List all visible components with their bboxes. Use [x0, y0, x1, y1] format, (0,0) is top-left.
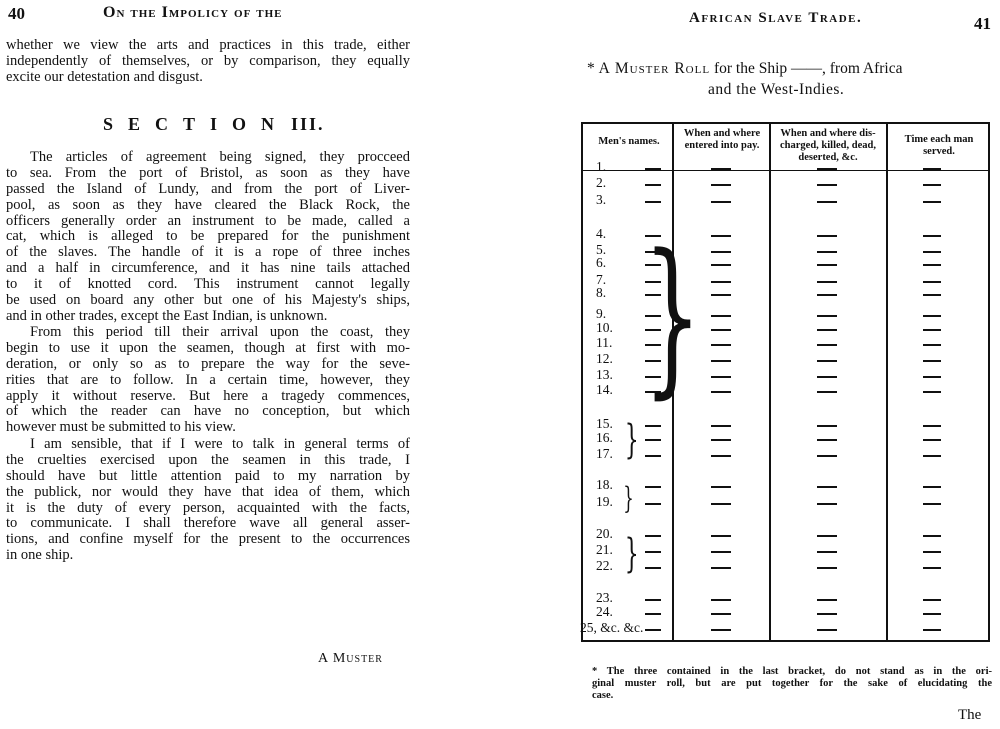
blank-entry-dash — [711, 503, 731, 505]
text-line: and a half in circumference, and it has nine tails attached — [6, 260, 410, 277]
text-line: to sea. From the port of Bristol, as soon as they have — [6, 164, 410, 181]
text-line: * The three contained in the last bracket, do not stand as in the ori- — [592, 666, 992, 677]
blank-entry-dash — [923, 613, 941, 615]
text-line: deration, or only so as to prepare the way for the seve- — [6, 355, 410, 372]
text-line: passed the Island of Lundy, and from the port of Liver- — [6, 180, 410, 197]
blank-entry-dash — [817, 294, 837, 296]
title-rest: for the Ship ——, from Africa — [710, 60, 903, 77]
row-label: 23. — [596, 590, 613, 605]
blank-entry-dash — [817, 535, 837, 537]
text-line: officers generally order an instrument to be made, called a — [6, 212, 410, 229]
text-line: however must be submitted to his view. — [6, 419, 236, 436]
row-label: 24. — [596, 604, 613, 619]
group-brace: } — [643, 218, 702, 414]
blank-entry-dash — [817, 315, 837, 317]
text-line: be used on board any other but one of his Majesty's ships, — [6, 292, 410, 309]
blank-entry-dash — [645, 567, 661, 569]
row-label: 15. — [596, 416, 613, 431]
row-label: 13. — [596, 367, 613, 382]
text-line: case. — [592, 690, 614, 701]
blank-entry-dash — [711, 599, 731, 601]
blank-entry-dash — [711, 613, 731, 615]
text-line: excite our detestation and disgust. — [6, 68, 203, 85]
row-label: 25, &c. &c. — [580, 620, 644, 635]
blank-entry-dash — [817, 391, 837, 393]
text-line: pool, as soon as they have cleared the Black Rock, the — [6, 196, 410, 213]
right-catchword: The — [958, 707, 982, 723]
blank-entry-dash — [711, 425, 731, 427]
text-line: of the slaves. The handle of it is a rope of three inches — [6, 244, 410, 261]
text-line: in one ship. — [6, 547, 74, 564]
blank-entry-dash — [817, 235, 837, 237]
blank-entry-dash — [711, 235, 731, 237]
blank-entry-dash — [711, 439, 731, 441]
paragraph-3 — [6, 437, 410, 564]
blank-entry-dash — [817, 344, 837, 346]
blank-entry-dash — [711, 168, 731, 170]
blank-entry-dash — [817, 455, 837, 457]
blank-entry-dash — [645, 551, 661, 553]
blank-entry-dash — [923, 376, 941, 378]
blank-entry-dash — [711, 486, 731, 488]
muster-roll-title — [587, 60, 902, 78]
blank-entry-dash — [817, 425, 837, 427]
blank-entry-dash — [645, 629, 661, 631]
text-line: tions, and confine myself for the present to the occurrences — [6, 531, 410, 548]
blank-entry-dash — [817, 329, 837, 331]
blank-entry-dash — [923, 567, 941, 569]
header-rule — [583, 170, 988, 171]
text-line: of which the reader can have no conception, but which — [6, 403, 410, 420]
text-line: the publick, nor would they have that idea of them, which — [6, 483, 410, 500]
blank-entry-dash — [645, 184, 661, 186]
blank-entry-dash — [923, 294, 941, 296]
blank-entry-dash — [645, 425, 661, 427]
blank-entry-dash — [923, 455, 941, 457]
blank-entry-dash — [923, 503, 941, 505]
group-brace: } — [623, 481, 634, 516]
text-line: From this period till their arrival upon the coast, they — [30, 324, 410, 340]
muster-roll-subtitle: and the West-Indies. — [708, 81, 845, 98]
footnote — [592, 666, 992, 702]
blank-entry-dash — [645, 439, 661, 441]
row-label: 14. — [596, 382, 613, 397]
blank-entry-dash — [817, 376, 837, 378]
title-smallcaps: A Muster Roll — [598, 60, 711, 77]
row-label: 4. — [596, 226, 607, 241]
text-line: and in other trades, except the East Indian, is unknown. — [6, 307, 328, 324]
text-line: apply it without reserve. But here a tragedy commences, — [6, 387, 410, 404]
text-line: to communicate. I shall therefore wave all general asser- — [6, 515, 410, 532]
blank-entry-dash — [645, 613, 661, 615]
blank-entry-dash — [711, 535, 731, 537]
paragraph-1 — [6, 150, 410, 325]
blank-entry-dash — [711, 629, 731, 631]
text-line: to it of knotted cord. This instrument cannot legally — [6, 276, 410, 293]
blank-entry-dash — [923, 391, 941, 393]
opening-paragraph — [6, 38, 410, 86]
header-discharged: When and where dis-charged, killed, dead, deserted, &c. — [780, 128, 876, 163]
blank-entry-dash — [711, 376, 731, 378]
blank-entry-dash — [817, 613, 837, 615]
row-label: 2. — [596, 175, 607, 190]
paragraph-2 — [6, 325, 410, 436]
blank-entry-dash — [923, 629, 941, 631]
header-entered: When and where entered into pay. — [683, 128, 761, 151]
text-line: should have but little attention paid to my narration by — [6, 467, 410, 484]
blank-entry-dash — [923, 184, 941, 186]
blank-entry-dash — [711, 391, 731, 393]
row-label: 19. — [596, 494, 613, 509]
blank-entry-dash — [817, 281, 837, 283]
blank-entry-dash — [817, 599, 837, 601]
text-line: I am sensible, that if I were to talk in general terms of — [30, 436, 410, 452]
blank-entry-dash — [711, 567, 731, 569]
right-running-head: African Slave Trade. — [689, 10, 863, 26]
blank-entry-dash — [711, 281, 731, 283]
blank-entry-dash — [645, 455, 661, 457]
blank-entry-dash — [711, 344, 731, 346]
section-number: III. — [291, 114, 325, 134]
header-names: Men's names. — [598, 136, 660, 147]
blank-entry-dash — [817, 360, 837, 362]
section-word: SECTION — [103, 114, 290, 134]
blank-entry-dash — [923, 344, 941, 346]
text-line: ginal muster roll, but are put together for the sake of elucidating the — [592, 678, 992, 689]
row-label: 12. — [596, 351, 613, 366]
blank-entry-dash — [923, 235, 941, 237]
row-label: 6. — [596, 255, 607, 270]
blank-entry-dash — [645, 599, 661, 601]
blank-entry-dash — [645, 201, 661, 203]
blank-entry-dash — [817, 503, 837, 505]
blank-entry-dash — [711, 329, 731, 331]
blank-entry-dash — [711, 315, 731, 317]
blank-entry-dash — [711, 294, 731, 296]
blank-entry-dash — [923, 486, 941, 488]
blank-entry-dash — [817, 264, 837, 266]
blank-entry-dash — [923, 439, 941, 441]
text-line: rities that are to follow. In a certain time, however, they — [6, 371, 410, 388]
header-time-served: Time each man served. — [904, 134, 974, 157]
blank-entry-dash — [923, 329, 941, 331]
section-heading — [103, 114, 325, 135]
blank-entry-dash — [817, 201, 837, 203]
blank-entry-dash — [923, 551, 941, 553]
text-line: The articles of agreement being signed, they procceed — [30, 149, 410, 165]
blank-entry-dash — [923, 315, 941, 317]
blank-entry-dash — [645, 503, 661, 505]
blank-entry-dash — [923, 168, 941, 170]
column-rule — [769, 124, 771, 640]
text-line: it is the duty of every person, acquainted with the facts, — [6, 499, 410, 516]
group-brace: } — [624, 531, 639, 577]
blank-entry-dash — [817, 486, 837, 488]
row-label: 3. — [596, 192, 607, 207]
left-catchword: A Muster — [318, 651, 383, 666]
blank-entry-dash — [923, 251, 941, 253]
blank-entry-dash — [645, 168, 661, 170]
blank-entry-dash — [711, 264, 731, 266]
blank-entry-dash — [817, 551, 837, 553]
text-line: whether we view the arts and practices in this trade, either — [6, 37, 410, 53]
row-label: 18. — [596, 477, 613, 492]
text-line: begin to use it upon the seamen, though at first with mo- — [6, 339, 410, 356]
blank-entry-dash — [817, 184, 837, 186]
row-label: 21. — [596, 542, 613, 557]
blank-entry-dash — [645, 535, 661, 537]
blank-entry-dash — [817, 251, 837, 253]
right-page-number: 41 — [974, 14, 991, 33]
blank-entry-dash — [711, 360, 731, 362]
left-page-number: 40 — [8, 4, 25, 23]
row-label: 20. — [596, 526, 613, 541]
blank-entry-dash — [711, 551, 731, 553]
blank-entry-dash — [923, 281, 941, 283]
blank-entry-dash — [817, 629, 837, 631]
blank-entry-dash — [923, 425, 941, 427]
left-running-head: On the Impolicy of the — [103, 4, 283, 21]
blank-entry-dash — [817, 439, 837, 441]
column-rule — [886, 124, 888, 640]
blank-entry-dash — [711, 201, 731, 203]
blank-entry-dash — [923, 201, 941, 203]
row-label: 17. — [596, 446, 613, 461]
blank-entry-dash — [711, 455, 731, 457]
row-label: 16. — [596, 430, 613, 445]
blank-entry-dash — [711, 184, 731, 186]
title-marker: * — [587, 60, 595, 77]
row-label: 22. — [596, 558, 613, 573]
row-label: 9. — [596, 306, 607, 321]
row-label: 8. — [596, 285, 607, 300]
blank-entry-dash — [645, 486, 661, 488]
text-line: cat, which is alleged to be prepared for the punishment — [6, 228, 410, 245]
blank-entry-dash — [923, 535, 941, 537]
blank-entry-dash — [923, 599, 941, 601]
row-label: 11. — [596, 335, 613, 350]
row-label: 5. — [596, 242, 607, 257]
group-brace: } — [624, 417, 639, 463]
text-line: independently of themselves, or by comparison, they equally — [6, 52, 410, 69]
blank-entry-dash — [923, 360, 941, 362]
row-label: 1. — [596, 159, 607, 174]
muster-roll-table — [581, 122, 990, 642]
blank-entry-dash — [817, 168, 837, 170]
blank-entry-dash — [711, 251, 731, 253]
row-label: 7. — [596, 272, 607, 287]
row-label: 10. — [596, 320, 613, 335]
blank-entry-dash — [817, 567, 837, 569]
text-line: the cruelties exercised upon the seamen in this trade, I — [6, 451, 410, 468]
blank-entry-dash — [923, 264, 941, 266]
